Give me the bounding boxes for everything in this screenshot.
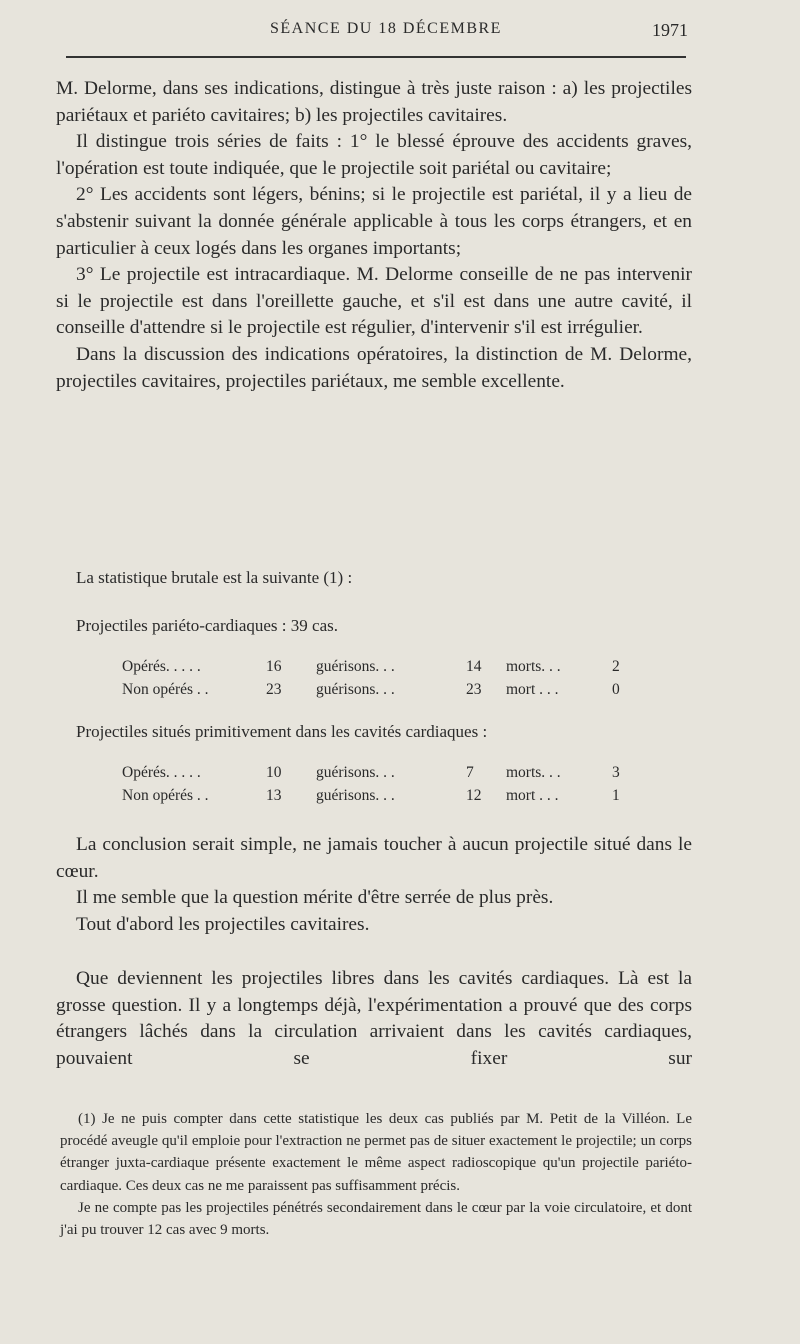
heal-label: guérisons. . . xyxy=(316,787,395,804)
heal-count: 12 xyxy=(466,787,482,804)
death-count: 2 xyxy=(612,658,620,675)
row-label: Non opérés . . xyxy=(122,681,209,698)
paragraph: Tout d'abord les projectiles cavitaires. xyxy=(76,913,370,935)
heal-count: 7 xyxy=(466,764,474,781)
death-label: mort . . . xyxy=(506,787,559,804)
death-count: 1 xyxy=(612,787,620,804)
paragraph: Que deviennent les projectiles libres dans les cavités cardiaques. Là est la grosse question. Il y a longtemps déjà, l'expérimentation a prouvé que des corps étrangers lâchés dans la circulation arrivaient dans les cavités cardiaques, pouvaient se fixer sur xyxy=(56,968,692,1069)
heal-count: 14 xyxy=(466,658,482,675)
footnotes xyxy=(60,1108,692,1241)
paragraph: Dans la discussion des indications opératoires, la distinction de M. Delorme, projectiles cavitaires, projectiles pariétaux, me semble excellente. xyxy=(56,343,692,392)
footnote: (1) Je ne puis compter dans cette statistique les deux cas publiés par M. Petit de la Villéon. Le procédé aveugle qu'il emploie pour l'extraction ne permet pas de situer exactement le projectile; un corps étranger juxta-cardiaque présente exactement le même aspect radioscopique qu'un projectile pariéto-cardiaque. Ces deux cas ne me paraissent pas suffisamment précis. xyxy=(60,1111,692,1194)
running-header xyxy=(60,20,688,44)
row-label: Opérés. . . . . xyxy=(122,764,201,781)
paragraph: M. Delorme, dans ses indications, distingue à très juste raison : a) les projectiles pariétaux et pariéto cavitaires; b) les projectiles cavitaires. xyxy=(56,78,692,126)
death-label: mort . . . xyxy=(506,681,559,698)
heal-count: 23 xyxy=(466,681,482,698)
paragraph: Il distingue trois séries de faits : 1° le blessé éprouve des accidents graves, l'opération est toute indiquée, que le projectile soit pariétal ou cavitaire; xyxy=(56,131,692,179)
heal-label: guérisons. . . xyxy=(316,681,395,698)
row-count: 10 xyxy=(266,764,282,781)
group-title-parieto: Projectiles pariéto-cardiaques : 39 cas. xyxy=(76,616,338,635)
header-title: SÉANCE DU 18 DÉCEMBRE xyxy=(270,20,502,37)
paragraph: La conclusion serait simple, ne jamais toucher à aucun projectile situé dans le cœur. xyxy=(56,834,692,882)
row-count: 16 xyxy=(266,658,282,675)
row-label: Non opérés . . xyxy=(122,787,209,804)
death-count: 0 xyxy=(612,681,620,698)
group-title-cavitary: Projectiles situés primitivement dans les cavités cardiaques : xyxy=(76,722,488,741)
heal-label: guérisons. . . xyxy=(316,658,395,675)
paragraph: Il me semble que la question mérite d'être serrée de plus près. xyxy=(76,887,554,909)
stat-row xyxy=(122,787,642,809)
stat-row xyxy=(122,681,642,703)
text-block-1 xyxy=(56,76,692,395)
page-number: 1971 xyxy=(652,20,688,40)
heal-label: guérisons. . . xyxy=(316,764,395,781)
row-count: 13 xyxy=(266,787,282,804)
row-label: Opérés. . . . . xyxy=(122,658,201,675)
paragraph: 3° Le projectile est intracardiaque. M. Delorme conseille de ne pas intervenir si le projectile est dans l'oreillette gauche, et s'il est dans une autre cavité, il conseille d'attendre si le projectile est régulier, d'intervenir s'il est irrégulier. xyxy=(56,264,692,339)
row-count: 23 xyxy=(266,681,282,698)
paragraph: 2° Les accidents sont légers, bénins; si le projectile est pariétal, il y a lieu de s'abstenir suivant la donnée générale applicable à tous les corps étrangers, et en particulier à ceux logés dans les organes importants; xyxy=(56,184,692,259)
text-block-3 xyxy=(56,966,692,1072)
death-label: morts. . . xyxy=(506,764,561,781)
death-label: morts. . . xyxy=(506,658,561,675)
footnote: Je ne compte pas les projectiles pénétrés secondairement dans le cœur par la voie circulatoire, et dont j'ai pu trouver 12 cas avec 9 morts. xyxy=(60,1199,692,1239)
statistics-intro: La statistique brutale est la suivante (1) : xyxy=(76,568,353,587)
stat-row xyxy=(122,764,642,786)
text-block-2 xyxy=(56,832,692,938)
death-count: 3 xyxy=(612,764,620,781)
header-rule xyxy=(66,56,686,58)
stat-row xyxy=(122,658,642,680)
